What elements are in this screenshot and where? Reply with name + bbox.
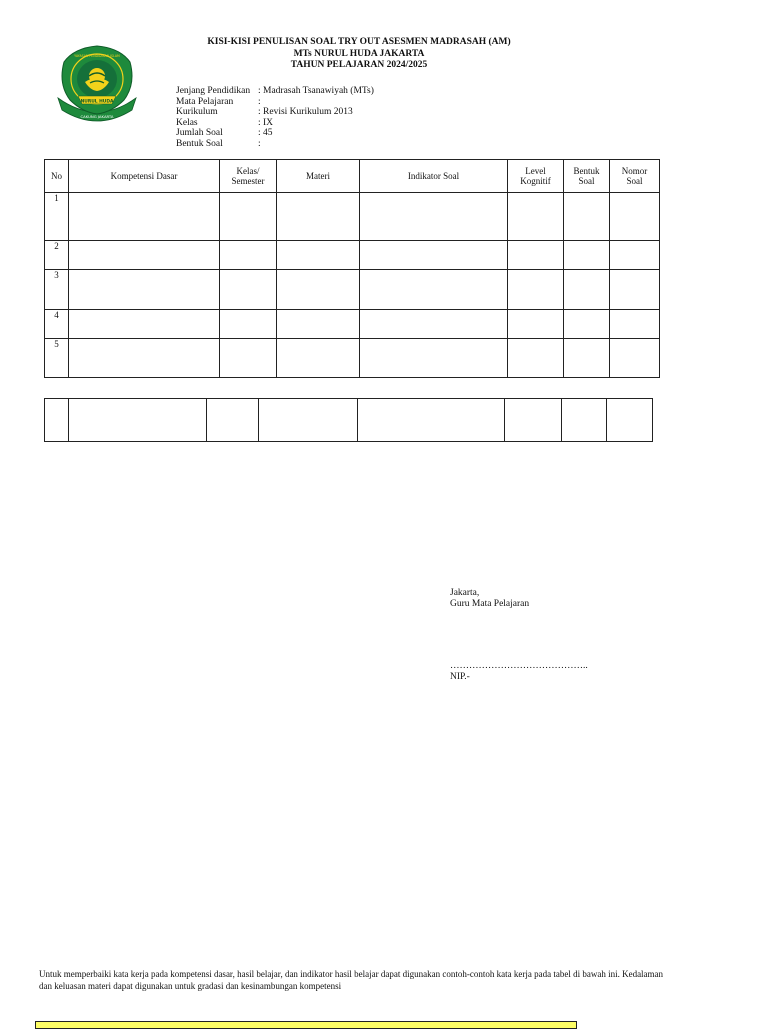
header-materi: Materi	[277, 160, 360, 193]
cell-kompetensi-dasar[interactable]	[69, 241, 220, 270]
cell-nomor-soal[interactable]	[610, 310, 660, 339]
cell-kelas-semester[interactable]	[220, 193, 277, 241]
cell-kelas-semester[interactable]	[220, 310, 277, 339]
logo-ring-text: YAYASAN PENDIDIKAN ISLAM	[74, 54, 120, 58]
title-line-1: KISI-KISI PENULISAN SOAL TRY OUT ASESMEN MADRASAH (AM)	[207, 37, 511, 47]
info-label: Kurikulum	[176, 107, 218, 117]
empty-cell[interactable]	[562, 399, 607, 442]
cell-indikator-soal[interactable]	[360, 270, 508, 310]
row-number: 2	[45, 241, 69, 270]
cell-nomor-soal[interactable]	[610, 193, 660, 241]
header-no: No	[45, 160, 69, 193]
cell-nomor-soal[interactable]	[610, 339, 660, 378]
cell-indikator-soal[interactable]	[360, 310, 508, 339]
info-label: Mata Pelajaran	[176, 96, 234, 107]
info-row-kurikulum	[176, 107, 374, 118]
header-bentuk-soal: Bentuk Soal	[564, 160, 610, 193]
cell-indikator-soal[interactable]	[360, 339, 508, 378]
table-row	[45, 270, 660, 310]
empty-cell[interactable]	[207, 399, 259, 442]
footnote	[39, 969, 699, 992]
info-value: : IX	[258, 117, 274, 128]
info-row-kelas	[176, 118, 374, 129]
cell-kompetensi-dasar[interactable]	[69, 339, 220, 378]
kisi-kisi-table	[44, 159, 660, 378]
logo-banner-text: NURUL HUDA	[80, 99, 114, 105]
info-row-mapel	[176, 97, 374, 108]
empty-cell[interactable]	[505, 399, 562, 442]
cell-level-kognitif[interactable]	[508, 339, 564, 378]
empty-cell[interactable]	[69, 399, 207, 442]
info-label: Jenjang Pendidikan	[176, 86, 251, 96]
empty-cell[interactable]	[259, 399, 358, 442]
header-kompetensi-dasar: Kompetensi Dasar	[69, 160, 220, 193]
header-kelas-semester: Kelas/ Semester	[220, 160, 277, 193]
cell-materi[interactable]	[277, 339, 360, 378]
cell-kelas-semester[interactable]	[220, 339, 277, 378]
madrasah-logo	[54, 44, 140, 122]
table-row	[45, 339, 660, 378]
empty-cell[interactable]	[45, 399, 69, 442]
footnote-line-1: Untuk memperbaiki kata kerja pada kompetensi dasar, hasil belajar, dan indikator hasil belajar dapat digunakan contoh-contoh kata kerja pada tabel di bawah ini. Kedalaman	[39, 969, 664, 979]
info-label: Kelas	[176, 117, 198, 128]
cell-bentuk-soal[interactable]	[564, 339, 610, 378]
info-row-bentuk-soal	[176, 139, 374, 150]
info-value: : Revisi Kurikulum 2013	[258, 107, 353, 117]
row-number: 3	[45, 270, 69, 310]
header-nomor-soal: Nomor Soal	[610, 160, 660, 193]
cell-indikator-soal[interactable]	[360, 241, 508, 270]
empty-table	[44, 398, 653, 442]
signature-place: Jakarta,	[450, 588, 480, 598]
cell-level-kognitif[interactable]	[508, 270, 564, 310]
signature-block	[450, 588, 529, 609]
row-number: 1	[45, 193, 69, 241]
empty-cell[interactable]	[607, 399, 653, 442]
logo-ribbon-text: CAKUNG JAKARTA	[80, 114, 114, 119]
cell-materi[interactable]	[277, 241, 360, 270]
row-number: 4	[45, 310, 69, 339]
cell-kompetensi-dasar[interactable]	[69, 310, 220, 339]
cell-materi[interactable]	[277, 270, 360, 310]
cell-level-kognitif[interactable]	[508, 241, 564, 270]
signature-nip: NIP.-	[450, 672, 470, 682]
cell-kompetensi-dasar[interactable]	[69, 270, 220, 310]
cell-kelas-semester[interactable]	[220, 270, 277, 310]
cell-materi[interactable]	[277, 310, 360, 339]
header-indikator-soal: Indikator Soal	[360, 160, 508, 193]
cell-kompetensi-dasar[interactable]	[69, 193, 220, 241]
cell-bentuk-soal[interactable]	[564, 193, 610, 241]
info-row-jenjang	[176, 86, 374, 97]
info-row-jumlah-soal	[176, 128, 374, 139]
cell-nomor-soal[interactable]	[610, 241, 660, 270]
cell-indikator-soal[interactable]	[360, 193, 508, 241]
table-row	[45, 399, 653, 442]
cell-kelas-semester[interactable]	[220, 241, 277, 270]
table-row	[45, 193, 660, 241]
title-line-2: MTs NURUL HUDA JAKARTA	[293, 48, 425, 59]
cell-level-kognitif[interactable]	[508, 193, 564, 241]
info-value: :	[258, 138, 261, 149]
table-header-row	[45, 160, 660, 193]
table-row	[45, 310, 660, 339]
document-info	[176, 86, 374, 149]
document-title	[150, 37, 568, 72]
info-value: : Madrasah Tsanawiyah (MTs)	[258, 86, 374, 96]
cell-level-kognitif[interactable]	[508, 310, 564, 339]
info-value: : 45	[258, 128, 273, 138]
table-row	[45, 241, 660, 270]
cell-materi[interactable]	[277, 193, 360, 241]
cell-bentuk-soal[interactable]	[564, 310, 610, 339]
info-label: Bentuk Soal	[176, 138, 223, 149]
signature-line: ……………………………………..	[450, 661, 588, 671]
highlighted-table-top	[35, 1021, 577, 1029]
signature-role: Guru Mata Pelajaran	[450, 598, 530, 609]
footnote-line-2: dan keluasan materi dapat digunakan untuk gradasi dan kesinambungan kompetensi	[39, 980, 342, 991]
cell-nomor-soal[interactable]	[610, 270, 660, 310]
empty-cell[interactable]	[358, 399, 505, 442]
info-value: :	[258, 96, 261, 107]
cell-bentuk-soal[interactable]	[564, 241, 610, 270]
cell-bentuk-soal[interactable]	[564, 270, 610, 310]
title-line-3: TAHUN PELAJARAN 2024/2025	[290, 60, 428, 70]
info-label: Jumlah Soal	[176, 128, 223, 138]
row-number: 5	[45, 339, 69, 378]
header-level-kognitif: Level Kognitif	[508, 160, 564, 193]
